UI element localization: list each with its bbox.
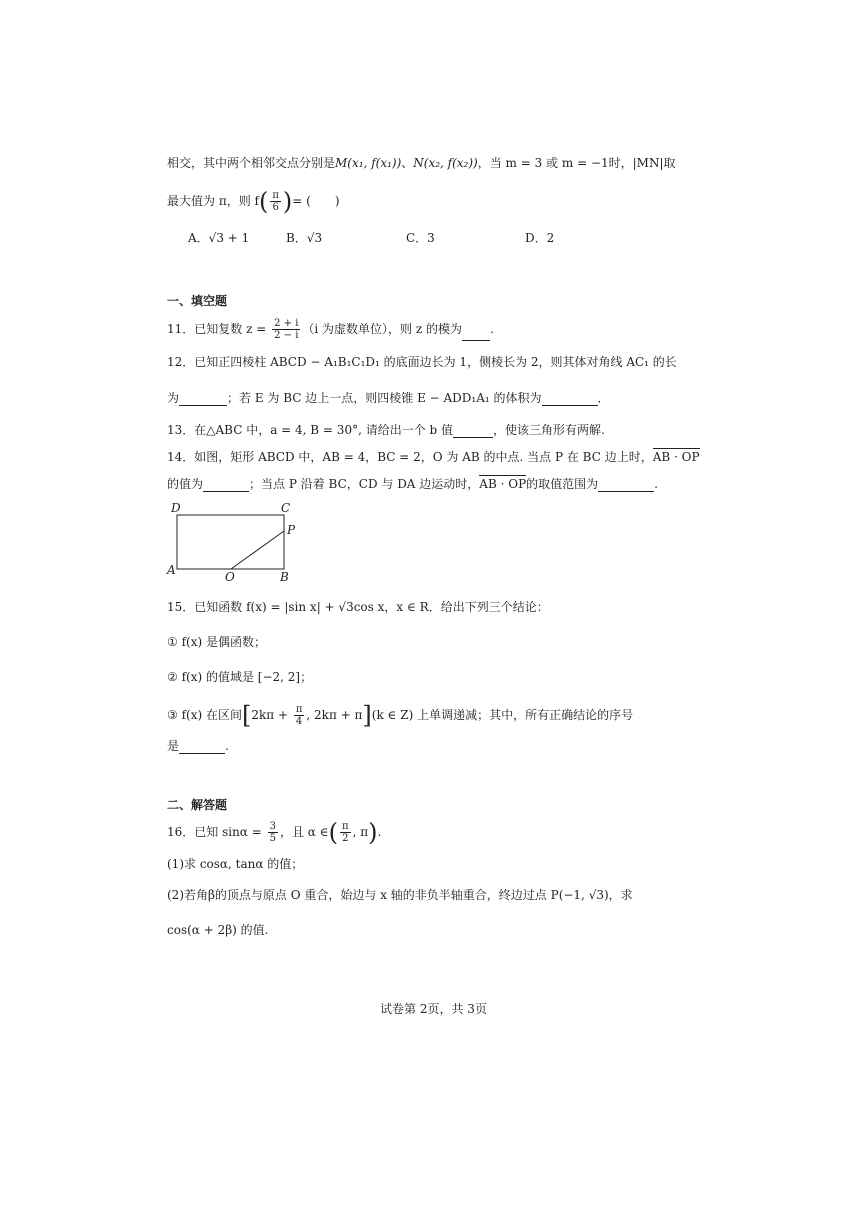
q10-text-c: 最大值为 π，则 f	[167, 194, 259, 208]
point-n: N(x₂, f(x₂))	[413, 156, 478, 170]
q16-part2: (2)若角β的顶点与原点 O 重合，始边与 x 轴的非负半轴重合，终边过点 P(−1, √3)，求	[167, 888, 633, 902]
section-answer-title: 二、解答题	[167, 798, 228, 812]
q14-text-c: 的取值范围为	[526, 477, 599, 491]
fraction-pi-4	[294, 704, 305, 727]
q16-period: .	[377, 825, 382, 839]
q16-sin-text: 16．已知 sinα =	[167, 825, 266, 839]
label-b: B	[280, 570, 289, 584]
q13	[167, 422, 605, 438]
q14-text-a: 的值为	[167, 477, 204, 491]
q11-post: （i 为虚数单位），则 z 的模为	[302, 322, 462, 336]
q11-fraction	[272, 318, 300, 341]
q13-blank	[453, 425, 493, 438]
frac-pi-2-den: 2	[342, 833, 349, 844]
vector-ab-dot-op: AB · OP	[652, 450, 700, 464]
fraction-pi-6	[270, 190, 281, 213]
vector-ab-dot-op-2: AB · OP	[479, 477, 527, 491]
paren-right: )	[282, 187, 293, 216]
frac-num: π	[272, 190, 279, 201]
q12-text-a: 为	[167, 391, 180, 405]
frac-pi: π	[295, 704, 303, 715]
q10-option-c: C．3	[406, 231, 435, 245]
rectangle-figure	[165, 500, 300, 585]
q14-line2	[167, 476, 658, 492]
q14-line1	[167, 449, 700, 465]
q11-pre: 11．已知复数 z =	[167, 322, 271, 336]
q12-text-c: ．	[597, 391, 610, 405]
label-a: A	[167, 563, 176, 577]
q11-blank	[462, 328, 490, 341]
q14-text: 14．如图，矩形 ABCD 中，AB = 4，BC = 2，O 为 AB 的中点. 当点 P 在 BC 边上时，	[167, 450, 653, 464]
q10-line2	[167, 187, 340, 216]
frac-den: 6	[272, 202, 279, 213]
q11-den: 2 − i	[274, 330, 299, 341]
q16-part2-cont: cos(α + 2β) 的值.	[167, 923, 269, 937]
frac-3: 3	[269, 821, 276, 832]
q11-num: 2 + i	[274, 318, 299, 329]
q10-option-b: B．√3	[286, 231, 323, 245]
q11: 11．已知复数 z = $\frac{2 + i}{2 - i}$ （i 为虚数单位），则 z 的模为 .	[167, 318, 494, 341]
frac-pi-2-num: π	[341, 821, 349, 832]
label-d: D	[171, 501, 181, 515]
q15-conclusion-1: ① f(x) 是偶函数；	[167, 635, 266, 649]
q10-answer-paren: = ( )	[292, 194, 340, 208]
interval-pi: , π	[352, 825, 369, 839]
label-p: P	[287, 523, 296, 537]
q15-conclusion-2: ② f(x) 的值域是 [−2, 2]；	[167, 670, 313, 684]
label-c: C	[281, 501, 291, 515]
q12-line1: 12．已知正四棱柱 ABCD − A₁B₁C₁D₁ 的底面边长为 1，侧棱长为 2，则其体对角线 AC₁ 的长	[167, 355, 677, 369]
section-fill-in-title: 一、填空题	[167, 294, 228, 308]
page-footer: 试卷第 2页，共 3页	[380, 1002, 487, 1016]
q12-blank-2	[542, 393, 598, 406]
q10-option-a: A．√3 + 1	[188, 231, 250, 245]
q13-text-a: 13．在△ABC 中，a = 4, B = 30°, 请给出一个 b 值	[167, 423, 454, 437]
bracket-right: ]	[362, 701, 372, 730]
q16-part1: (1)求 cosα, tanα 的值；	[167, 857, 304, 871]
q14-text-b: ；当点 P 沿着 BC，CD 与 DA 边运动时，	[249, 477, 480, 491]
q15-c3-tail: (k ∈ Z) 上单调递减；其中，所有正确结论的序号	[371, 708, 634, 722]
separator: 、	[401, 156, 414, 170]
paren-left-2: (	[328, 818, 338, 847]
interval-end: , 2kπ + π	[306, 708, 363, 722]
q15-line1: 15．已知函数 f(x) = |sin x| + √3cos x，x ∈ R．给出下列三个结论：	[167, 600, 549, 614]
interval-start: 2kπ +	[251, 708, 292, 722]
frac-4: 4	[295, 716, 303, 727]
paren-right-2: )	[368, 818, 378, 847]
q10-text: 相交，其中两个相邻交点分别是	[167, 156, 336, 170]
q14-blank-2	[598, 479, 654, 492]
q15-c3-text: ③ f(x) 在区间	[167, 708, 242, 722]
fraction-3-5	[268, 821, 278, 844]
q16-alpha-in: ，且 α ∈	[279, 825, 329, 839]
q10-line1	[167, 155, 676, 171]
q14-text-d: .	[654, 477, 658, 491]
q16-line1	[167, 818, 382, 847]
label-o: O	[225, 570, 235, 584]
paren-left: (	[258, 187, 269, 216]
point-m: M(x₁, f(x₁))	[335, 156, 402, 170]
q12-blank-1	[179, 393, 227, 406]
frac-5: 5	[269, 833, 276, 844]
q10-condition: ，当 m = 3 或 m = −1时，|MN|取	[477, 156, 676, 170]
q12-text-b: ；若 E 为 BC 边上一点，则四棱锥 E − ADD₁A₁ 的体积为	[227, 391, 542, 405]
q14-blank-1	[203, 479, 249, 492]
q12-line2	[167, 390, 610, 406]
bracket-left: [	[241, 701, 252, 730]
segment-op	[231, 531, 284, 569]
q13-text-b: ，使该三角形有两解.	[493, 423, 605, 437]
q15-conclusion-3	[167, 701, 634, 730]
fraction-pi-2	[340, 821, 351, 844]
q15-is: 是	[167, 739, 180, 753]
q15-period: .	[225, 739, 229, 753]
q15-answer-line	[167, 738, 229, 754]
q10-option-d: D．2	[525, 231, 555, 245]
q15-blank	[179, 741, 225, 754]
